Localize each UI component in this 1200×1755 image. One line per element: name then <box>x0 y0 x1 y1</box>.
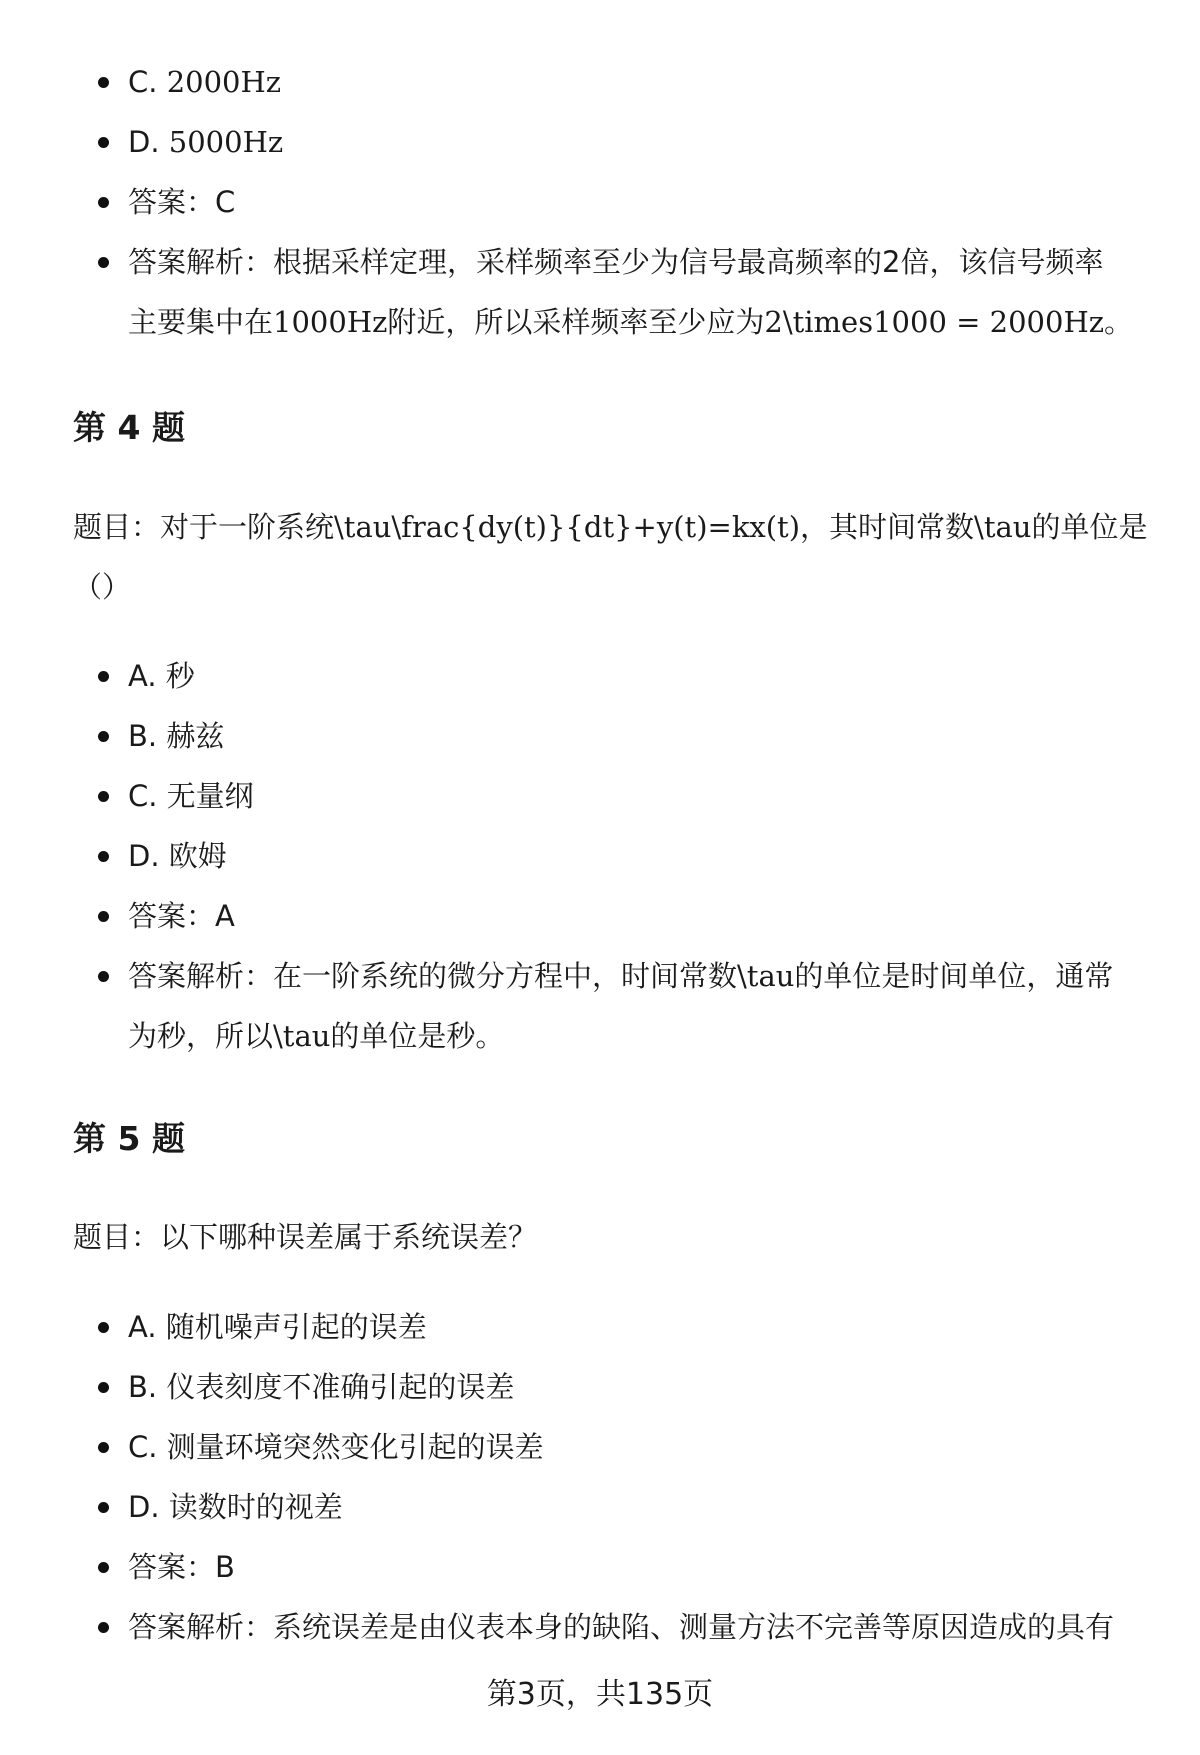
analysis-text: 为秒，所以 <box>128 1019 274 1053</box>
option-text: D. 读数时的视差 <box>128 1490 343 1524</box>
analysis-text: 的单位是秒。 <box>330 1019 505 1053</box>
question-5-text: 题目：以下哪种误差属于系统误差？ <box>73 1220 538 1254</box>
option-c <box>0 766 1200 826</box>
bullet-icon <box>98 1622 109 1633</box>
bullet-icon <box>98 911 109 922</box>
answer-text: 答案：B <box>128 1550 235 1584</box>
question-text: ，其时间常数 <box>800 510 975 544</box>
option-list <box>0 52 1200 352</box>
bullet-icon <box>98 257 109 268</box>
answer-analysis <box>0 232 1200 352</box>
question-math: \tau\frac{dy(t)}{dt}+y(t)=kx(t) <box>334 510 801 544</box>
option-a <box>0 1297 1200 1357</box>
analysis-math: 1000Hz <box>273 305 388 339</box>
analysis-text: 主要集中在 <box>128 305 274 339</box>
option-b <box>0 706 1200 766</box>
analysis-text: 答案解析：系统误差是由仪表本身的缺陷、测量方法不完善等原因造成的具有 <box>128 1610 1115 1644</box>
answer <box>0 1537 1200 1597</box>
analysis-math: \tau <box>737 959 795 993</box>
bullet-icon <box>98 77 109 88</box>
bullet-icon <box>98 1502 109 1513</box>
question-5-heading: 第 5 题 <box>73 1119 185 1158</box>
page-number: 第3页，共135页 <box>486 1677 714 1712</box>
answer-analysis <box>0 946 1200 1066</box>
option-text: B. 仪表刻度不准确引起的误差 <box>128 1370 515 1404</box>
analysis-text: 答案解析：在一阶系统的微分方程中，时间常数 <box>128 959 738 993</box>
option-text: A. 随机噪声引起的误差 <box>128 1310 427 1344</box>
option-d <box>0 826 1200 886</box>
option-list <box>0 1297 1200 1657</box>
answer-text: 答案：A <box>128 899 235 933</box>
answer-analysis <box>0 1597 1200 1657</box>
answer <box>0 886 1200 946</box>
option-d <box>0 1477 1200 1537</box>
analysis-text: 的单位是时间单位，通常 <box>794 959 1114 993</box>
bullet-icon <box>98 971 109 982</box>
option-c <box>0 52 1200 112</box>
bullet-icon <box>98 731 109 742</box>
question-5-options <box>0 1297 1200 1657</box>
bullet-icon <box>98 197 109 208</box>
option-d <box>0 112 1200 172</box>
bullet-icon <box>98 137 109 148</box>
bullet-icon <box>98 1442 109 1453</box>
question-text: 题目：对于一阶系统 <box>73 510 335 544</box>
option-text: C. 测量环境突然变化引起的误差 <box>128 1430 544 1464</box>
question-math: \tau <box>974 510 1032 544</box>
option-math: 2000Hz <box>166 65 282 99</box>
question-4-text <box>0 497 1200 617</box>
answer <box>0 172 1200 232</box>
option-prefix: D. <box>128 125 169 159</box>
option-prefix: C. <box>128 65 167 99</box>
option-math: 5000Hz <box>168 125 284 159</box>
question-4-options <box>0 646 1200 1066</box>
bullet-icon <box>98 1382 109 1393</box>
option-b <box>0 1357 1200 1417</box>
bullet-icon <box>98 851 109 862</box>
question-text: 的单位是 <box>1031 510 1148 544</box>
option-text: A. 秒 <box>128 659 195 693</box>
answer-text: 答案：C <box>128 185 236 219</box>
bullet-icon <box>98 671 109 682</box>
analysis-line-1: 答案解析：根据采样定理，采样频率至少为信号最高频率的2倍，该信号频率 <box>128 245 1104 279</box>
bullet-icon <box>98 1562 109 1573</box>
bullet-icon <box>98 1322 109 1333</box>
analysis-math: \tau <box>273 1019 331 1053</box>
option-text: C. 无量纲 <box>128 779 254 813</box>
bullet-icon <box>98 791 109 802</box>
option-a <box>0 646 1200 706</box>
option-c <box>0 1417 1200 1477</box>
analysis-math: 2\times1000 = 2000Hz <box>764 305 1105 339</box>
question-4-heading: 第 4 题 <box>73 408 185 447</box>
analysis-text: 。 <box>1104 305 1134 339</box>
question-3-continuation <box>0 52 1200 352</box>
option-text: B. 赫兹 <box>128 719 225 753</box>
question-text: （） <box>73 570 132 604</box>
analysis-text: 附近，所以采样频率至少应为 <box>387 305 765 339</box>
option-text: D. 欧姆 <box>128 839 227 873</box>
option-list <box>0 646 1200 1066</box>
